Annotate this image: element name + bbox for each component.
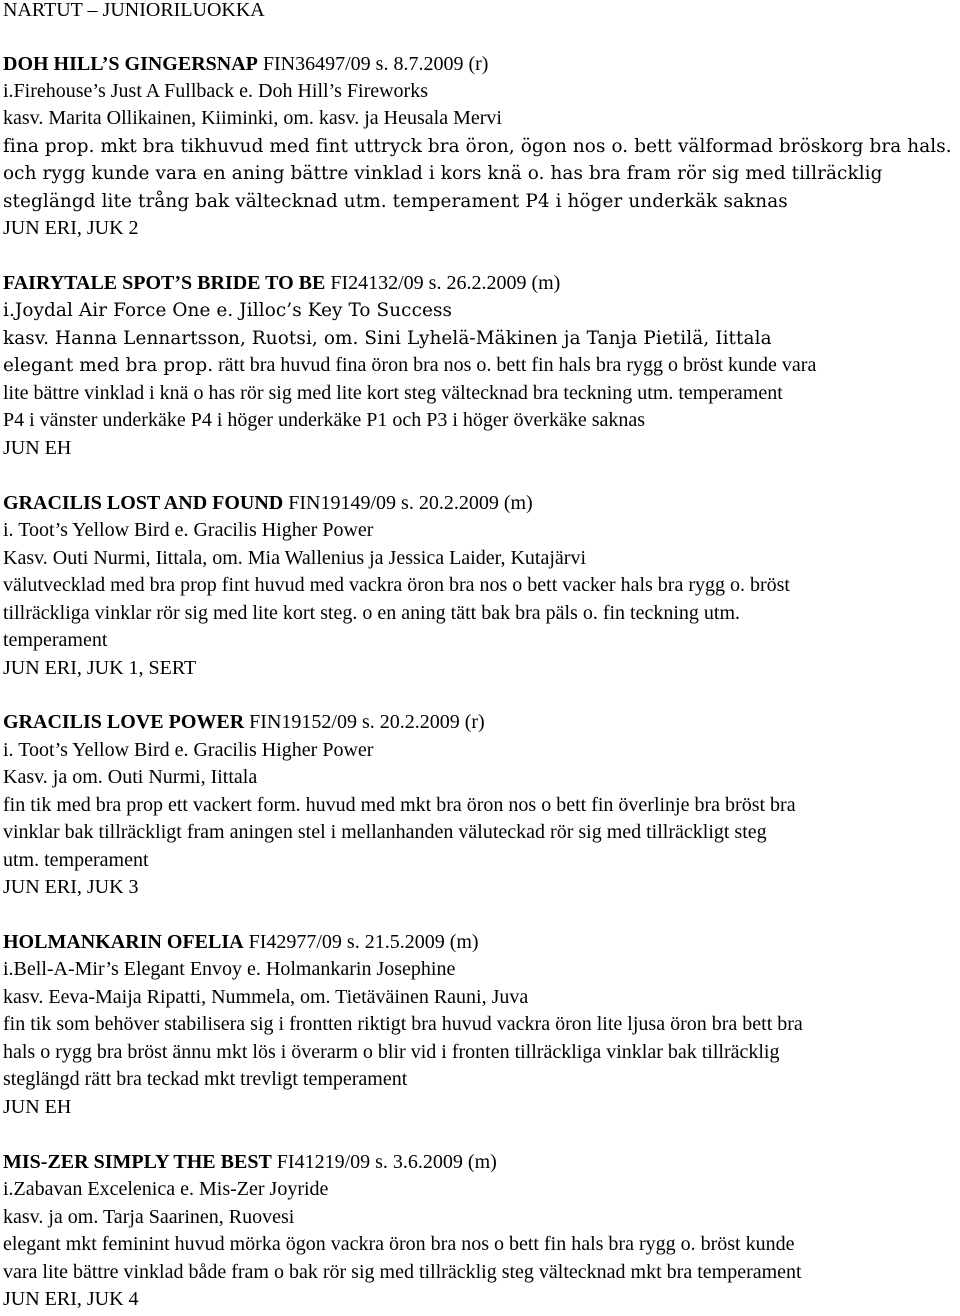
dog-breeder-owner: kasv. Marita Ollikainen, Kiiminki, om. kasv. ja Heusala Mervi [3, 107, 502, 129]
parents-fragment: i.Joydal Air Force One e. [3, 300, 234, 321]
dog-breeder-owner: kasv. ja om. Tarja Saarinen, Ruovesi [3, 1206, 295, 1228]
dog-critique-line: välutvecklad med bra prop fint huvud med vackra öron bra nos o bett vacker hals bra rygg o. bröst [3, 574, 790, 596]
dog-critique-line: temperament [3, 629, 108, 651]
section-heading: NARTUT – JUNIORILUOKKA [3, 0, 265, 21]
dog-parents: i.Zabavan Excelenica e. Mis-Zer Joyride [3, 1178, 329, 1200]
dog-result: JUN EH [3, 1096, 72, 1118]
dog-critique-line: tillräckliga vinklar rör sig med lite kort steg. o en aning tätt bak bra päls o. fin teckning utm. [3, 602, 741, 624]
dog-name: GRACILIS LOVE POWER [3, 711, 245, 733]
dog-parents: i. Toot’s Yellow Bird e. Gracilis Higher Power [3, 739, 374, 761]
dog-parents: i.Firehouse’s Just A Fullback e. Doh Hill’s Fireworks [3, 80, 428, 102]
dog-entry-title [3, 709, 485, 736]
dog-registration: FIN36497/09 s. 8.7.2009 (r) [257, 53, 489, 75]
dog-entry-title [3, 490, 533, 517]
dog-registration: FIN19152/09 s. 20.2.2009 (r) [244, 711, 485, 733]
dog-parents [3, 297, 452, 324]
critique-fragment: has bra fram rör sig med tillräcklig [544, 163, 883, 184]
dog-critique-line: hals o rygg bra bröst ännu mkt lös i överarm o blir vid i fronten tillräckliga vinklar bak tillräcklig [3, 1041, 780, 1063]
dog-critique-line: utm. temperament [3, 849, 149, 871]
dog-parents: i. Toot’s Yellow Bird e. Gracilis Higher Power [3, 519, 374, 541]
dog-critique-line: elegant mkt feminint huvud mörka ögon vackra öron bra nos o bett fin hals bra rygg o. bröst kunde [3, 1233, 795, 1255]
critique-fragment: elegant med bra prop. [3, 355, 214, 376]
critique-fragment: temperament P4 i höger underkäk saknas [386, 191, 788, 212]
dog-critique-line [3, 188, 788, 215]
dog-breeder-owner: Kasv. ja om. Outi Nurmi, Iittala [3, 766, 258, 788]
dog-result: JUN ERI, JUK 4 [3, 1288, 139, 1310]
dog-breeder-owner [3, 325, 772, 352]
dog-result: JUN EH [3, 437, 72, 459]
dog-critique-line: fina prop. mkt bra tikhuvud med fint uttryck bra öron, ögon nos o. bett välformad bröskorg bra hals. [3, 136, 952, 157]
dog-critique-line: vara lite bättre vinklad både fram o bak rör sig med tillräcklig steg vältecknad mkt bra temperament [3, 1261, 802, 1283]
dog-critique-line: fin tik som behöver stabilisera sig i frontten riktigt bra huvud vackra öron lite ljusa öron bra bett bra [3, 1013, 803, 1035]
dog-parents: i.Bell-A-Mir’s Elegant Envoy e. Holmankarin Josephine [3, 958, 456, 980]
dog-name: HOLMANKARIN OFELIA [3, 931, 244, 953]
dog-name: GRACILIS LOST AND FOUND [3, 492, 284, 514]
breeder-fragment: kasv. Hanna Lennartsson, Ruotsi, om. [3, 328, 359, 349]
critique-fragment: rätt bra huvud fina öron bra nos o. bett fin hals bra rygg o bröst kunde vara [213, 354, 817, 376]
dog-result: JUN ERI, JUK 3 [3, 876, 139, 898]
dog-registration: FIN19149/09 s. 20.2.2009 (m) [283, 492, 533, 514]
critique-fragment: och rygg kunde vara en aning bättre vinklad i kors knä o. [3, 163, 545, 184]
dog-registration: FI42977/09 s. 21.5.2009 (m) [243, 931, 479, 953]
dog-critique-line [3, 160, 883, 187]
dog-name: MIS-ZER SIMPLY THE BEST [3, 1151, 272, 1173]
dog-name: DOH HILL’S GINGERSNAP [3, 53, 258, 75]
dog-entry-title [3, 270, 560, 297]
dog-critique-line: P4 i vänster underkäke P4 i höger underkäke P1 och P3 i höger överkäke saknas [3, 409, 646, 431]
dog-breeder-owner: kasv. Eeva-Maija Ripatti, Nummela, om. Tietäväinen Rauni, Juva [3, 986, 529, 1008]
dog-critique-line: lite bättre vinklad i knä o has rör sig med lite kort steg vältecknad bra teckning utm. temperament [3, 382, 783, 404]
critique-fragment: steglängd lite trång bak vältecknad utm. [3, 191, 387, 212]
dog-breeder-owner: Kasv. Outi Nurmi, Iittala, om. Mia Wallenius ja Jessica Laider, Kutajärvi [3, 547, 586, 569]
dog-critique-line: steglängd rätt bra teckad mkt trevligt temperament [3, 1068, 408, 1090]
dog-critique-line: fin tik med bra prop ett vackert form. huvud med mkt bra öron nos o bett fin överlinje bra bröst bra [3, 794, 796, 816]
dog-entry-title [3, 929, 479, 956]
dog-entry-title [3, 1149, 497, 1176]
dog-registration: FI41219/09 s. 3.6.2009 (m) [271, 1151, 497, 1173]
dog-critique-line: vinklar bak tillräckligt fram aningen stel i mellanhanden väluteckad rör sig med tillräckligt steg [3, 821, 767, 843]
dog-registration: FI24132/09 s. 26.2.2009 (m) [325, 272, 561, 294]
breeder-fragment: Sini Lyhelä-Mäkinen ja Tanja Pietilä, Iittala [358, 328, 772, 349]
dog-critique-line [3, 352, 816, 379]
dog-name: FAIRYTALE SPOT’S BRIDE TO BE [3, 272, 326, 294]
dog-result: JUN ERI, JUK 2 [3, 217, 139, 239]
dog-entry-title [3, 51, 488, 78]
parents-fragment: Jilloc’s Key To Success [233, 300, 453, 321]
dog-result: JUN ERI, JUK 1, SERT [3, 657, 197, 679]
